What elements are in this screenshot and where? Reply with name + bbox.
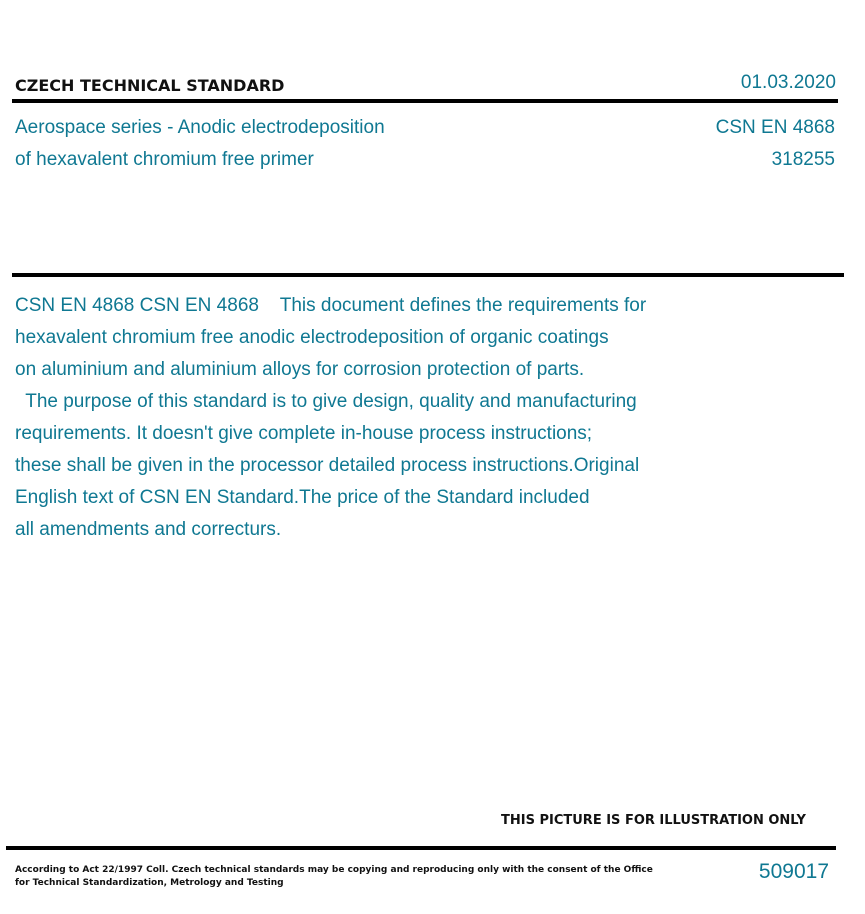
title-line-2: of hexavalent chromium free primer xyxy=(15,149,314,170)
illustration-note: THIS PICTURE IS FOR ILLUSTRATION ONLY xyxy=(501,813,806,828)
publication-date: 01.03.2020 xyxy=(740,72,836,93)
catalog-number: 318255 xyxy=(771,149,835,170)
footer-divider xyxy=(6,846,836,850)
legal-notice xyxy=(15,864,653,890)
header-divider xyxy=(12,99,838,103)
document-category: CZECH TECHNICAL STANDARD xyxy=(15,76,285,95)
abstract-line: hexavalent chromium free anodic electrodeposition of organic coatings xyxy=(15,327,609,348)
abstract-line: English text of CSN EN Standard.The price of the Standard included xyxy=(15,487,590,508)
abstract-line: these shall be given in the processor detailed process instructions.Original xyxy=(15,455,640,476)
abstract-line: CSN EN 4868 CSN EN 4868 This document defines the requirements for xyxy=(15,295,647,316)
title-divider xyxy=(12,273,844,277)
legal-notice-line: for Technical Standardization, Metrology and Testing xyxy=(15,878,284,888)
abstract-line: all amendments and correcturs. xyxy=(15,519,282,540)
legal-notice-line: According to Act 22/1997 Coll. Czech technical standards may be copying and reproducing only with the consent of the Office xyxy=(15,865,653,875)
title-line-1: Aerospace series - Anodic electrodeposition xyxy=(15,117,385,138)
abstract-line: on aluminium and aluminium alloys for corrosion protection of parts. xyxy=(15,359,585,380)
abstract-text xyxy=(15,290,795,546)
abstract-line: The purpose of this standard is to give design, quality and manufacturing xyxy=(15,391,637,412)
standard-code: CSN EN 4868 xyxy=(715,117,835,138)
footer-code: 509017 xyxy=(758,860,829,883)
abstract-line: requirements. It doesn't give complete in-house process instructions; xyxy=(15,423,593,444)
